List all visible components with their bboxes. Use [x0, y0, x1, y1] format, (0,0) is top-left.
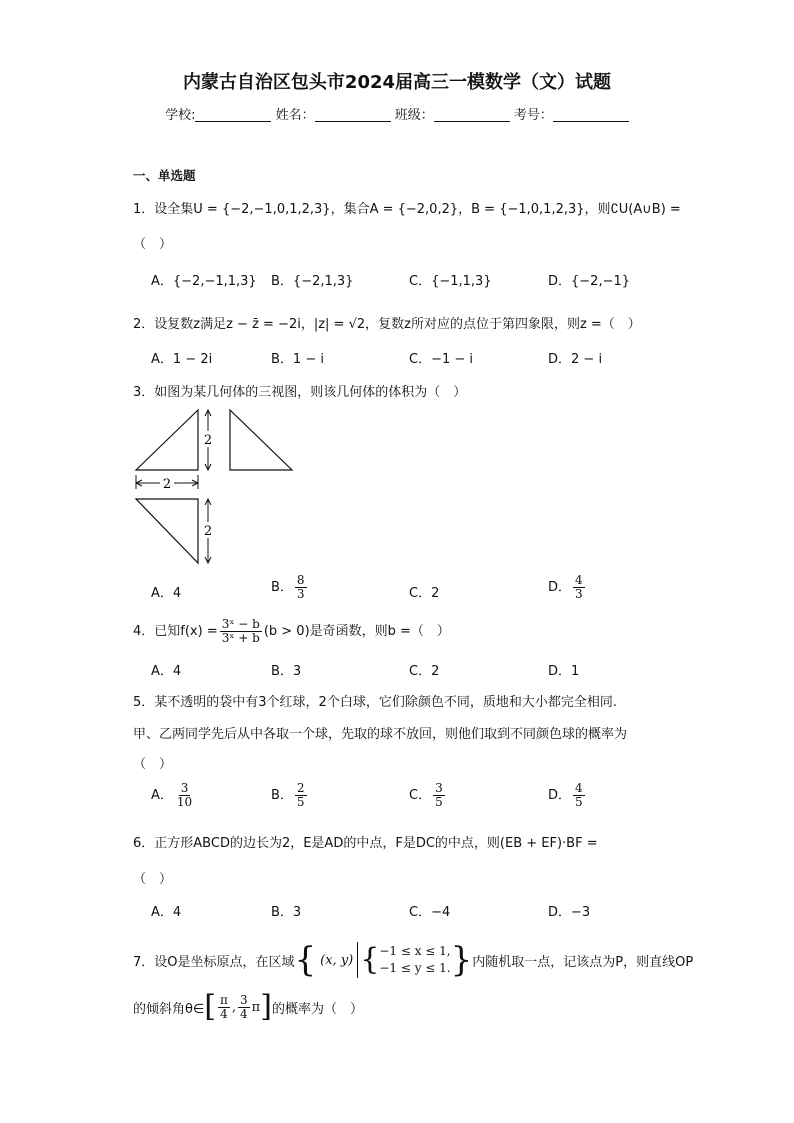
q6-option-a[interactable]: A．4	[151, 905, 182, 920]
q5-option-b[interactable]	[271, 782, 309, 809]
q6-option-d[interactable]: D．−3	[548, 905, 591, 920]
q5-number: 5．	[133, 695, 155, 710]
question-1	[133, 198, 681, 217]
q3-option-b-label: B．	[271, 580, 293, 595]
system-brace-icon: {	[360, 942, 380, 977]
q3-option-d-fraction: $\frac{4}{3}$	[575, 573, 583, 601]
q7-condition-x: −1 ≤ x ≤ 1,	[379, 944, 451, 958]
q4-option-d[interactable]: D．1	[548, 664, 580, 679]
q5-option-d-label: D．	[548, 788, 572, 803]
question-2	[133, 313, 641, 332]
q4-pre: 已知f(x) =	[154, 624, 218, 639]
q3-option-a-value: 4	[172, 586, 182, 601]
q3-option-d[interactable]	[548, 574, 587, 601]
q2-option-a[interactable]: A．1 − 2i	[151, 352, 213, 367]
left-bracket-icon: [	[204, 989, 216, 1024]
q7-interval-start: $\frac{\pi}{4}$	[220, 992, 228, 1021]
section-heading: 一、单选题	[133, 168, 196, 183]
q1-option-d[interactable]: D．{−2,−1}	[548, 274, 631, 289]
q3-option-c[interactable]	[409, 582, 439, 601]
front-view-triangle	[136, 410, 198, 470]
question-3	[133, 381, 466, 400]
q7-set-var: (x, y)	[320, 952, 354, 968]
question-5	[133, 691, 617, 710]
q5-option-c-fraction: $\frac{3}{5}$	[435, 781, 443, 809]
q3-option-c-label: C．	[409, 586, 432, 601]
q2-stem: 设复数z满足z − z̄ = −2i，|z| = √2，复数z所对应的点位于第四象限，则z =（ ）	[154, 317, 641, 332]
q5-option-a-label: A．	[151, 788, 173, 803]
q5-option-c-label: C．	[409, 788, 432, 803]
question-6	[133, 832, 598, 851]
q5-option-c[interactable]	[409, 782, 447, 809]
q7-number: 7．	[133, 954, 155, 970]
q3-option-a-label: A．	[151, 586, 173, 601]
q5-option-a[interactable]	[151, 782, 196, 809]
q1-option-c[interactable]: C．{−1,1,3}	[409, 274, 492, 289]
q1-paren: （ ）	[133, 237, 173, 252]
q5-line2: 甲、乙两同学先后从中各取一个球，先取的球不放回，则他们取到不同颜色球的概率为	[133, 727, 628, 742]
q6-option-c[interactable]: C．−4	[409, 905, 451, 920]
depth-label: 2	[203, 524, 213, 539]
q7-condition-y: −1 ≤ y ≤ 1.	[379, 961, 451, 975]
q6-option-b[interactable]: B．3	[271, 905, 302, 920]
q4-number: 4．	[133, 624, 155, 639]
q3-option-b-fraction: $\frac{8}{3}$	[296, 573, 305, 601]
q7-interval-end-pi: π	[251, 999, 261, 1015]
q4-option-c[interactable]: C．2	[409, 664, 440, 679]
q3-option-c-value: 2	[431, 586, 440, 601]
q5-option-b-fraction: $\frac{2}{5}$	[296, 781, 305, 809]
student-info-row	[0, 104, 794, 123]
right-bracket-icon: ]	[260, 989, 272, 1024]
q1-option-a[interactable]: A．{−2,−1,1,3}	[151, 274, 257, 289]
q1-stem: 设全集U = {−2,−1,0,1,2,3}，集合A = {−2,0,2}，B = {−1,0,1,2,3}，则∁U(A∪B) =	[154, 202, 681, 217]
q5-option-d-fraction: $\frac{4}{5}$	[575, 781, 583, 809]
q1-number: 1．	[133, 202, 155, 217]
q4-option-a[interactable]: A．4	[151, 664, 182, 679]
q3-number: 3．	[133, 385, 155, 400]
q7-post: 内随机取一点，记该点为P，则直线OP	[472, 954, 694, 970]
height-label: 2	[203, 433, 213, 448]
right-brace-icon: }	[450, 940, 473, 980]
q3-option-b[interactable]	[271, 574, 309, 601]
q5-option-d[interactable]	[548, 782, 587, 809]
q2-number: 2．	[133, 317, 155, 332]
q6-number: 6．	[133, 836, 155, 851]
q6-stem: 正方形ABCD的边长为2，E是AD的中点，F是DC的中点，则(EB + EF)·BF =	[154, 836, 598, 851]
number-label: 考号：	[513, 108, 553, 123]
q7-interval-end: $\frac{3}{4}$	[240, 992, 248, 1021]
width-label: 2	[162, 477, 172, 492]
q3-stem: 如图为某几何体的三视图，则该几何体的体积为（ ）	[154, 385, 467, 400]
q7-pre: 设O是坐标原点，在区域	[154, 954, 295, 970]
q3-option-a[interactable]	[151, 582, 181, 601]
q7-line2-pre: 的倾斜角θ∈	[133, 1001, 205, 1017]
q4-function-fraction: $\frac{\text{3ˣ − b}}{\text{3ˣ + b}}$	[221, 617, 260, 645]
q5-option-a-fraction: $\frac{3}{10}$	[176, 781, 193, 809]
q7-line2-post: 的概率为（ ）	[271, 1001, 363, 1017]
side-view-triangle	[230, 410, 292, 470]
left-brace-icon: {	[294, 940, 317, 980]
q4-post: (b > 0)是奇函数，则b =（ ）	[263, 624, 450, 639]
page-title: 内蒙古自治区包头市2024届高三一模数学（文）试题	[182, 72, 612, 93]
q2-option-b[interactable]: B．1 − i	[271, 352, 324, 367]
question-7	[133, 942, 693, 978]
q2-option-c[interactable]: C．−1 − i	[409, 352, 474, 367]
question-4	[133, 618, 450, 645]
q4-option-b[interactable]: B．3	[271, 664, 302, 679]
q7-conditions	[379, 943, 450, 977]
q5-line1: 某不透明的袋中有3个红球，2个白球，它们除颜色不同，质地和大小都完全相同.	[154, 695, 617, 710]
q6-paren: （ ）	[133, 872, 173, 887]
class-blank[interactable]	[434, 108, 510, 122]
q7-line2: 的倾斜角θ∈ [ $\frac{\pi}{4}$ , $\frac{3}{4}$ π ] 的概率为（ ）	[133, 989, 363, 1024]
school-blank[interactable]	[195, 108, 271, 122]
q3-option-d-label: D．	[548, 580, 572, 595]
q1-option-b[interactable]: B．{−2,1,3}	[271, 274, 354, 289]
name-label: 姓名：	[275, 108, 315, 123]
name-blank[interactable]	[315, 108, 391, 122]
class-label: 班级：	[394, 108, 434, 123]
three-view-figure	[128, 405, 303, 573]
q5-paren: （ ）	[133, 757, 173, 772]
q2-option-d[interactable]: D．2 − i	[548, 352, 603, 367]
school-label: 学校:	[165, 108, 196, 123]
q5-option-b-label: B．	[271, 788, 293, 803]
top-view-triangle	[136, 499, 198, 563]
number-blank[interactable]	[553, 108, 629, 122]
